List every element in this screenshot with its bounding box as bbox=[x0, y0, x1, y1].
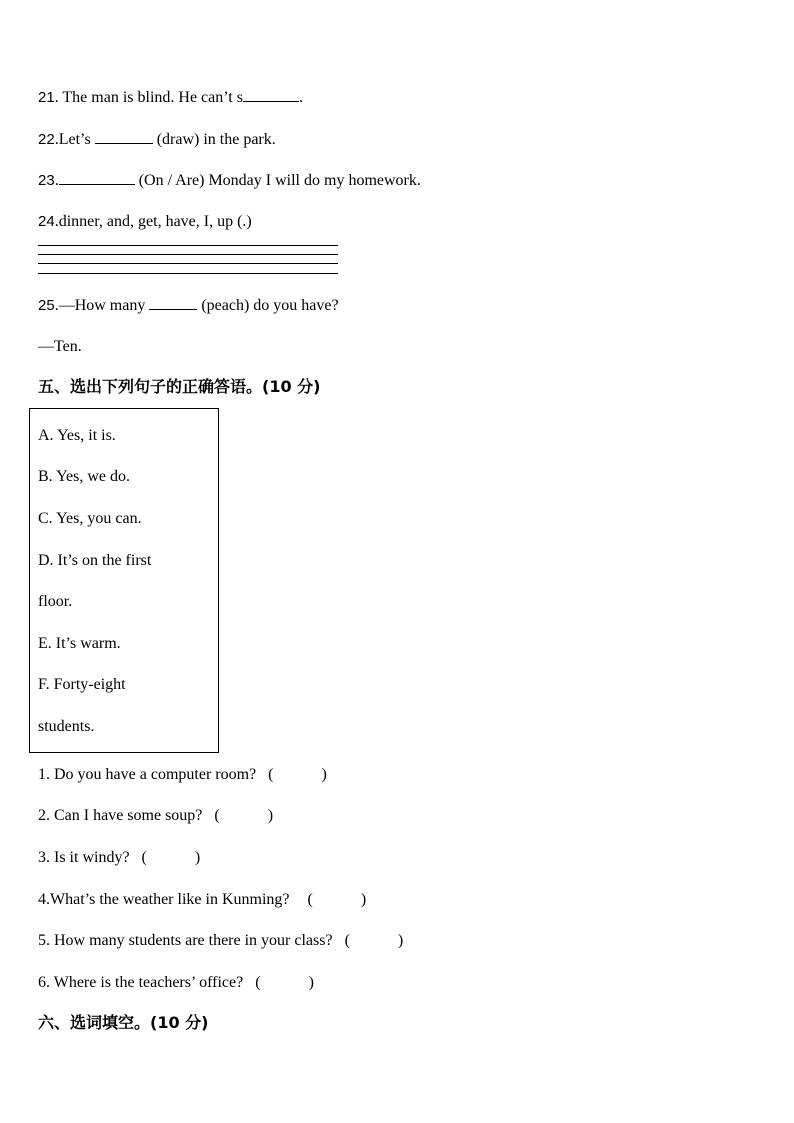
answer-blank[interactable] bbox=[95, 129, 153, 144]
question-text: 3. Is it windy? bbox=[38, 849, 130, 866]
option-e: E. It’s warm. bbox=[38, 635, 121, 652]
answer-parentheses[interactable]: ( ) bbox=[141, 849, 201, 866]
answer-blank[interactable] bbox=[243, 87, 299, 102]
question-25-answer: —Ten. bbox=[38, 338, 82, 355]
question-23 bbox=[38, 170, 421, 191]
matching-question-4 bbox=[38, 890, 366, 910]
question-number: 21 bbox=[38, 89, 55, 106]
section-6-heading: 六、选词填空。(10 分) bbox=[38, 1013, 209, 1032]
writing-line bbox=[38, 254, 338, 255]
question-text-end: (peach) do you have? bbox=[197, 297, 339, 314]
answer-parentheses[interactable]: ( ) bbox=[344, 932, 404, 949]
writing-line bbox=[38, 263, 338, 264]
question-text-end: (draw) in the park. bbox=[152, 131, 276, 148]
question-text: .Let’s bbox=[54, 131, 95, 148]
question-number: 23 bbox=[38, 172, 55, 189]
question-24 bbox=[38, 212, 252, 232]
option-c: C. Yes, you can. bbox=[38, 510, 142, 527]
answer-parentheses[interactable]: ( ) bbox=[307, 891, 367, 908]
answer-parentheses[interactable]: ( ) bbox=[268, 766, 327, 783]
question-text: .dinner, and, get, have, I, up (.) bbox=[54, 213, 252, 230]
writing-line bbox=[38, 273, 338, 274]
question-text: 2. Can I have some soup? bbox=[38, 807, 203, 824]
answer-parentheses[interactable]: ( ) bbox=[255, 974, 314, 991]
option-a: A. Yes, it is. bbox=[38, 427, 116, 444]
question-text: 6. Where is the teachers’ office? bbox=[38, 974, 244, 991]
sentence-answer-lines[interactable] bbox=[38, 245, 338, 279]
question-text-end: . bbox=[298, 89, 303, 106]
question-text: 4.What’s the weather like in Kunming? bbox=[38, 891, 290, 908]
question-text-end: (On / Are) Monday I will do my homework. bbox=[134, 172, 421, 189]
question-25 bbox=[38, 295, 339, 316]
option-d-continued: floor. bbox=[38, 593, 73, 610]
question-22 bbox=[38, 129, 276, 150]
question-text: 5. How many students are there in your class? bbox=[38, 932, 333, 949]
writing-line bbox=[38, 245, 338, 246]
question-21 bbox=[38, 87, 303, 108]
answer-blank[interactable] bbox=[149, 295, 197, 310]
question-number: 22 bbox=[38, 131, 55, 148]
matching-question-2 bbox=[38, 806, 273, 826]
matching-question-1 bbox=[38, 765, 327, 785]
option-f: F. Forty-eight bbox=[38, 676, 126, 693]
option-d: D. It’s on the first bbox=[38, 552, 152, 569]
section-5-heading: 五、选出下列句子的正确答语。(10 分) bbox=[38, 377, 321, 396]
option-f-continued: students. bbox=[38, 718, 95, 735]
question-text: . The man is blind. He can’t s bbox=[54, 89, 243, 106]
options-box bbox=[29, 408, 219, 753]
matching-question-3 bbox=[38, 848, 200, 868]
answer-parentheses[interactable]: ( ) bbox=[214, 807, 274, 824]
matching-question-5 bbox=[38, 931, 403, 951]
matching-question-6 bbox=[38, 973, 314, 993]
question-text: .—How many bbox=[54, 297, 150, 314]
question-number: 24 bbox=[38, 213, 55, 230]
option-b: B. Yes, we do. bbox=[38, 468, 131, 485]
question-text: 1. Do you have a computer room? bbox=[38, 766, 257, 783]
question-number: 25 bbox=[38, 297, 55, 314]
answer-blank[interactable] bbox=[59, 170, 135, 185]
question-text: . bbox=[54, 172, 59, 189]
